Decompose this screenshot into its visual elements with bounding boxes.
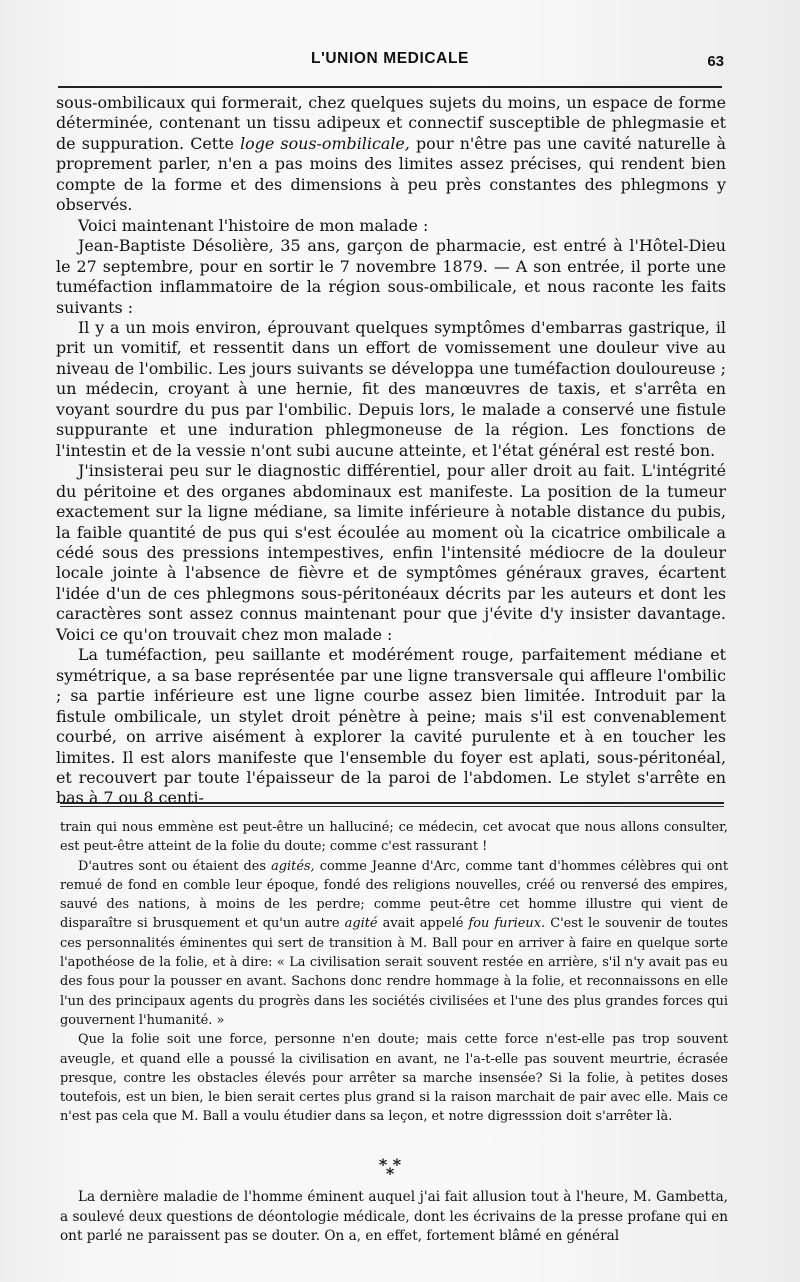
paragraph-text: C'est le souvenir de toutes ces personnalités éminentes qui sert de transition à M. Ball pour en arriver à faire en quelque sorte l'apothéose de la folie, et à dire: « La civilisation serait souvent restée en arrière, s'il n'y avait pas eu des fous pour la pousser en avant. Sachons donc rendre hommage à la folie, et reconnaissons en elle l'un des principaux agents du progrès dans les sociétés civilisées et l'une des plus grandes forces qui gouvernent l'humanité. » (60, 916, 729, 1028)
paragraph-text: pour n'être pas une cavité naturelle à proprement parler, n'en a pas moins des limites assez précises, qui rendent bien compte de la forme et des dimensions à peu près constantes des phlegmons y observés. (56, 133, 726, 215)
running-title: L'UNION MEDICALE (311, 50, 469, 67)
paragraph (60, 857, 728, 1031)
paragraph: La tuméfaction, peu saillante et modérément rouge, parfaitement médiane et symétrique, a sa base représentée par une ligne transversale qui affleure l'ombilic ; sa partie inférieure est une ligne courbe assez bien limitée. Introduit par la fistule ombilicale, un stylet droit pénètre à peine; mais s'il est convenablement courbé, on arrive aisément à explorer la cavité purulente et à en toucher les limites. Il est alors manifeste que l'ensemble du foyer est aplati, sous-péritonéal, et recouvert par toute l'épaisseur de la paroi de l'abdomen. Le stylet s'arrête en bas à 7 ou 8 centi- (56, 645, 726, 808)
asterism (360, 1155, 420, 1183)
page-header (56, 48, 724, 78)
paragraph: J'insisterai peu sur le diagnostic différentiel, pour aller droit au fait. L'intégrité du péritoine et des organes abdominaux est manifeste. La position de la tumeur exactement sur la ligne médiane, sa limite inférieure à notable distance du pubis, la faible quantité de pus qui s'est écoulée au moment où la cicatrice ombilicale a cédé sous des pressions intempestives, enfin l'intensité médiocre de la douleur locale jointe à l'absence de fièvre et de symptômes généraux graves, écartent l'idée d'un de ces phlegmons sous-péritonéaux décrits par les auteurs et dont les caractères sont assez connus maintenant pour que j'évite d'y insister davantage. Voici ce qu'on trouvait chez mon malade : (56, 461, 726, 644)
header-rule (58, 86, 722, 88)
feuilleton-text (60, 818, 728, 1127)
paragraph: Il y a un mois environ, éprouvant quelques symptômes d'embarras gastrique, il prit un vomitif, et ressentit dans un effort de vomissement une douleur vive au niveau de l'ombilic. Les jours suivants se développa une tuméfaction douloureuse ; un médecin, croyant à une hernie, fit des manœuvres de taxis, et s'arrêta en voyant sourdre du pus par l'ombilic. Depuis lors, le malade a conservé une fistule suppurante et une induration phlegmoneuse de la région. Les fonctions de l'intestin et de la vessie n'ont subi aucune atteinte, et l'état général est resté bon. (56, 317, 726, 460)
paragraph: Que la folie soit une force, personne n'en doute; mais cette force n'est-elle pas trop souvent aveugle, et quand elle a poussé la civilisation en avant, ne l'a-t-elle pas souvent meurtrie, écrasée presque, contre les obstacles élevés pour arrêter sa marche insensée? Si la folie, à petites doses toutefois, est un bien, le bien serait certes plus grand si la raison marchait de pair avec elle. Mais ce n'est pas cela que M. Ball a voulu étudier dans sa leçon, et notre digresssion doit s'arrêter là. (60, 1032, 728, 1125)
paragraph-text: sous-ombilicaux qui formerait, chez quelques sujets du moins, un espace de forme déterminée, contenant un tissu adipeux et connectif susceptible de phlegmasie et de suppuration. Cette (56, 93, 726, 153)
paragraph: Jean-Baptiste Désolière, 35 ans, garçon de pharmacie, est entré à l'Hôtel-Dieu le 27 septembre, pour en sortir le 7 novembre 1879. — A son entrée, il porte une tuméfaction inflammatoire de la région sous-ombilicale, et nous raconte les faits suivants : (56, 236, 726, 317)
paragraph-text: comme Jeanne d'Arc, comme tant d'hommes célèbres qui ont remué de fond en comble leur époque, fondé des religions nouvelles, créé ou renversé des empires, sauvé des nations, à moins de les perdre; comme peut-être cet homme illustre qui vient de disparaître si brusquement et qu'un autre (60, 858, 728, 932)
main-text (56, 93, 726, 809)
paragraph (56, 93, 726, 216)
emphasis-text: agité (344, 916, 378, 932)
paragraph-text: avait appelé (377, 916, 469, 932)
paragraph: La dernière maladie de l'homme éminent auquel j'ai fait allusion tout à l'heure, M. Gambetta, a soulevé deux questions de déontologie médicale, dont les écrivains de la presse profane qui en ont parlé ne paraissent pas se douter. On a, en effet, fortement blâmé en général (60, 1189, 728, 1244)
page-number: 63 (707, 53, 724, 70)
emphasis-text: agités, (271, 858, 315, 874)
closing-text (60, 1188, 728, 1247)
footnote-separator (60, 802, 724, 807)
paragraph: Voici maintenant l'histoire de mon malade : (78, 215, 429, 235)
paragraph-text: D'autres sont ou étaient des (78, 858, 272, 874)
asterism-glyph: * * * (378, 1155, 402, 1183)
paragraph: train qui nous emmène est peut-être un halluciné; ce médecin, cet avocat que nous allons consulter, est peut-être atteint de la folie du doute; comme c'est rassurant ! (60, 820, 728, 855)
emphasis-text: loge sous-ombilicale, (240, 133, 410, 153)
emphasis-text: fou furieux. (468, 916, 546, 932)
